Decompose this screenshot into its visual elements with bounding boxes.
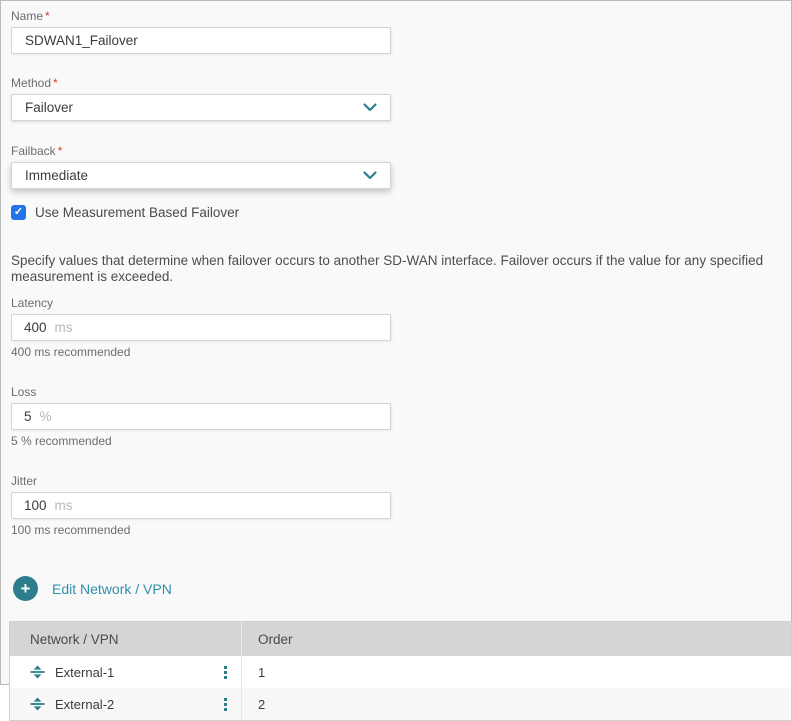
- latency-label: Latency: [11, 296, 54, 310]
- failback-label: [11, 144, 791, 158]
- drag-handle-icon[interactable]: [30, 697, 45, 711]
- name-field-group: [11, 9, 791, 54]
- latency-unit: ms: [54, 320, 73, 335]
- loss-label: Loss: [11, 385, 37, 399]
- name-input[interactable]: [11, 27, 391, 54]
- loss-value: 5: [24, 409, 32, 424]
- network-vpn-table: [9, 621, 792, 721]
- method-select[interactable]: [11, 94, 391, 121]
- required-marker: *: [53, 76, 58, 90]
- table-row[interactable]: [10, 688, 791, 720]
- edit-network-vpn-row: [13, 576, 791, 601]
- chevron-down-icon: [363, 171, 377, 180]
- network-name: External-2: [55, 696, 115, 712]
- drag-handle-icon[interactable]: [30, 665, 45, 679]
- name-label: [11, 9, 791, 23]
- failback-label-text: Failback: [11, 144, 56, 158]
- edit-network-vpn-link[interactable]: Edit Network / VPN: [52, 580, 172, 597]
- add-button[interactable]: [13, 576, 38, 601]
- loss-hint: 5 % recommended: [11, 434, 112, 448]
- kebab-menu-icon[interactable]: [222, 696, 229, 713]
- measurement-checkbox-label: Use Measurement Based Failover: [35, 205, 240, 220]
- method-field-group: [11, 76, 791, 121]
- method-label: [11, 76, 791, 90]
- column-header-network-vpn: Network / VPN: [10, 622, 242, 656]
- form-content: [1, 1, 791, 721]
- table-header-row: [10, 622, 791, 656]
- failback-field-group: [11, 144, 791, 189]
- kebab-menu-icon[interactable]: [222, 664, 229, 681]
- failback-select-value: Immediate: [25, 168, 89, 183]
- column-header-order: Order: [258, 631, 293, 647]
- plus-icon: +: [20, 579, 31, 598]
- table-row[interactable]: [10, 656, 791, 688]
- jitter-field-group: [11, 474, 791, 538]
- jitter-hint: 100 ms recommended: [11, 523, 131, 537]
- order-value: 1: [258, 664, 266, 680]
- required-marker: *: [57, 144, 63, 158]
- failback-select[interactable]: [11, 162, 391, 189]
- network-name: External-1: [55, 664, 115, 680]
- check-icon: ✓: [13, 206, 24, 218]
- latency-input[interactable]: [11, 314, 391, 341]
- measurement-checkbox-row[interactable]: [11, 205, 791, 220]
- jitter-input[interactable]: [11, 492, 391, 519]
- measurement-checkbox[interactable]: [11, 205, 26, 220]
- network-cell: [10, 656, 242, 688]
- latency-value: 400: [24, 320, 47, 335]
- order-value: 2: [258, 696, 266, 712]
- loss-input[interactable]: [11, 403, 391, 430]
- name-label-text: Name: [11, 9, 44, 23]
- method-label-text: Method: [11, 76, 52, 90]
- chevron-down-icon: [363, 103, 377, 112]
- jitter-unit: ms: [54, 498, 73, 513]
- method-select-value: Failover: [25, 100, 74, 115]
- jitter-value: 100: [24, 498, 47, 513]
- loss-field-group: [11, 385, 791, 449]
- latency-field-group: [11, 296, 791, 360]
- required-marker: *: [45, 9, 50, 23]
- loss-unit: %: [39, 409, 52, 424]
- measurement-description: Specify values that determine when failover occurs to another SD-WAN interface. Failover occurs if the value for any specified measurement is exceeded.: [11, 253, 764, 284]
- network-cell: [10, 688, 242, 720]
- jitter-label: Jitter: [11, 474, 38, 488]
- latency-hint: 400 ms recommended: [11, 345, 131, 359]
